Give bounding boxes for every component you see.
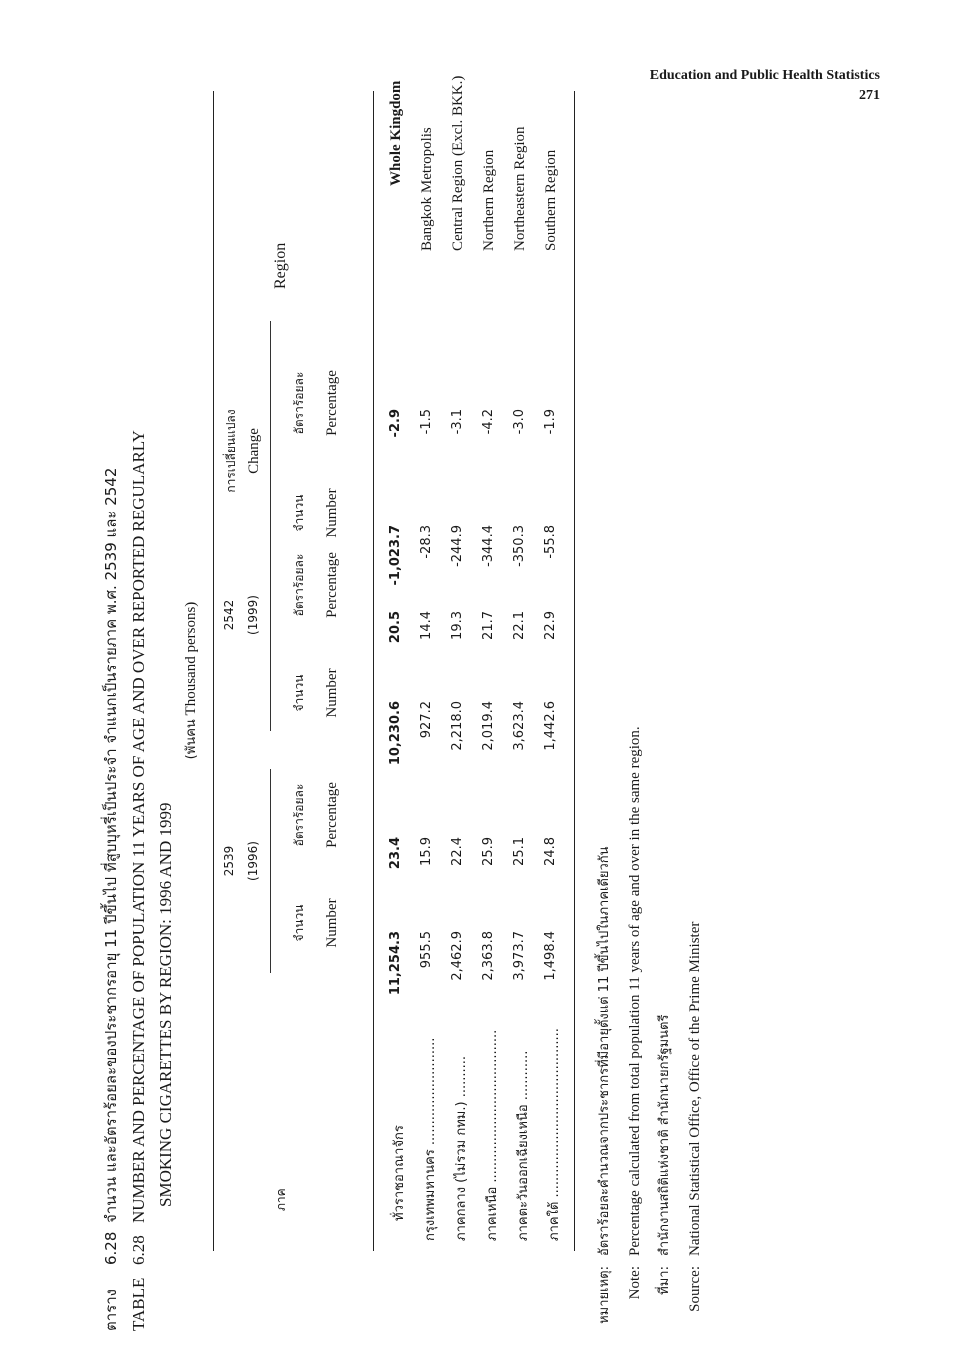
table-row: ภาคใต้ ......................................... 1,498.4 24.8 1,442.6 22.9 -55.8 -1.9 Southern Region (543, 149, 562, 1241)
percentage-1999-english: Percentage (324, 552, 340, 618)
note-thai: หมายเหตุ:อัตราร้อยละคำนวณจากประชากรที่มีอายุตั้งแต่ 11 ปีขึ้นไปในภาคเดียวกัน (597, 846, 612, 1324)
year-1999-english: (1999) (246, 595, 260, 635)
note-english: Note:Percentage calculated from total population 11 years of age and over in the same region. (627, 726, 643, 1300)
title-thai: ตาราง6.28จำนวน และอัตราร้อยละของประชากรอายุ 11 ปีขึ้นไป ที่สูบบุหรี่เป็นประจำ จำแนกเป็นรายภาค พ.ศ. 2539 และ 2542 (102, 467, 120, 1331)
unit-label: (พันคน Thousand persons) (183, 601, 199, 760)
percentage-1996-english: Percentage (324, 782, 340, 848)
number-change-english: Number (324, 488, 340, 538)
table-notes (590, 131, 710, 1331)
percentage-1996-thai: อัตราร้อยละ (292, 783, 306, 847)
number-1999-english: Number (324, 668, 340, 718)
page-number: 271 (859, 88, 880, 103)
table-row: กรุงเทพมหานคร .......................... 955.5 15.9 927.2 14.4 -28.3 -1.5 Bangkok Metropolis (419, 127, 438, 1241)
table-row: ภาคเหนือ ..................................... 2,363.8 25.9 2,019.4 21.7 -344.4 -4.2 Northern Region (481, 149, 500, 1241)
year-1999-thai: 2542 (222, 599, 236, 631)
change-underline (270, 321, 271, 561)
title-english: TABLE6.28NUMBER AND PERCENTAGE OF POPULATION 11 YEARS OF AGE AND OVER REPORTED REGULARLY (129, 430, 148, 1331)
title-english-line2: SMOKING CIGARETTES BY REGION: 1996 AND 1999 (156, 802, 175, 1207)
table-row: ทั่วราชอาณาจักร 11,254.3 23.4 10,230.6 20.5 -1,023.7 -2.9 Whole Kingdom (388, 80, 407, 1221)
region-thai-header: ภาค (274, 1188, 288, 1211)
table-row: ภาคตะวันออกเฉียงเหนือ ............ 3,973.7 25.1 3,623.4 22.1 -350.3 -3.0 Northeastern Region (512, 126, 531, 1241)
number-1999-thai: จำนวน (292, 674, 306, 712)
header-rule (373, 91, 374, 1251)
percentage-1999-thai: อัตราร้อยละ (292, 553, 306, 617)
percentage-change-thai: อัตราร้อยละ (292, 371, 306, 435)
source-thai: ที่มา:สำนักงานสถิติแห่งชาติ สำนักนายกรัฐมนตรี (657, 1014, 672, 1295)
number-change-thai: จำนวน (292, 494, 306, 532)
change-english: Change (246, 428, 262, 474)
table-bottom-rule (574, 91, 575, 1251)
table-top-rule (213, 91, 214, 1251)
running-head-title: Education and Public Health Statistics (649, 68, 880, 83)
number-1996-english: Number (324, 898, 340, 948)
change-thai: การเปลี่ยนแปลง (224, 409, 238, 493)
percentage-change-english: Percentage (324, 370, 340, 436)
table-title (98, 171, 179, 1331)
year-1996-underline (270, 769, 271, 973)
number-1996-thai: จำนวน (292, 904, 306, 942)
year-1996-thai: 2539 (222, 845, 236, 877)
table-row: ภาคกลาง (ไม่รวม กทม.) .......... 2,462.9 22.4 2,218.0 19.3 -244.9 -3.1 Central Region (Excl. BKK.) (450, 75, 469, 1241)
region-english-header: Region (272, 242, 289, 289)
year-1996-english: (1996) (246, 841, 260, 881)
source-english: Source:National Statistical Office, Office of the Prime Minister (687, 921, 703, 1312)
